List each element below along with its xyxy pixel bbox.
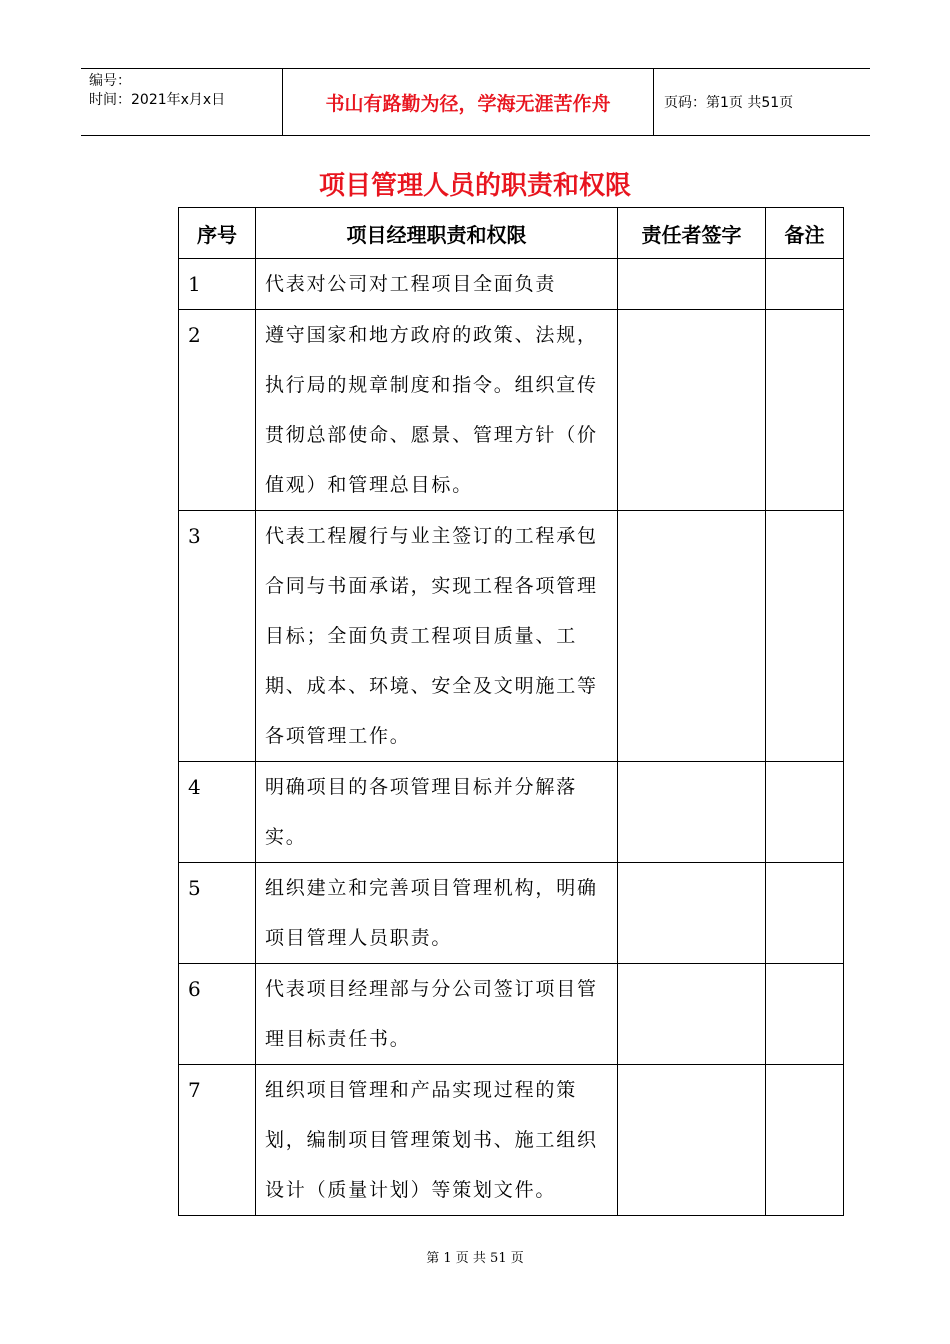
header-no: 序号 <box>179 208 256 259</box>
table-row <box>179 259 844 310</box>
table-row <box>179 511 844 762</box>
document-header <box>81 68 870 136</box>
signature-cell[interactable] <box>618 511 766 762</box>
row-number: 6 <box>179 964 256 1065</box>
signature-cell[interactable] <box>618 863 766 964</box>
table-row <box>179 1065 844 1216</box>
row-duty: 代表对公司对工程项目全面负责 <box>256 259 618 310</box>
row-duty: 遵守国家和地方政府的政策、法规，执行局的规章制度和指令。组织宣传贯彻总部使命、愿景、管理方针（价值观）和管理总目标。 <box>256 310 618 511</box>
table-row <box>179 762 844 863</box>
duties-table <box>178 207 844 1216</box>
row-number: 5 <box>179 863 256 964</box>
signature-cell[interactable] <box>618 310 766 511</box>
page-title: 项目管理人员的职责和权限 <box>318 171 631 201</box>
table-row <box>179 964 844 1065</box>
row-duty: 代表工程履行与业主签订的工程承包合同与书面承诺，实现工程各项管理目标；全面负责工程项目质量、工期、成本、环境、安全及文明施工等各项管理工作。 <box>256 511 618 762</box>
remarks-cell[interactable] <box>766 310 844 511</box>
signature-cell[interactable] <box>618 1065 766 1216</box>
signature-cell[interactable] <box>618 259 766 310</box>
remarks-cell[interactable] <box>766 762 844 863</box>
header-meta <box>81 69 282 135</box>
header-page-info: 页码：第1页 共51页 <box>664 95 794 111</box>
table-row <box>179 310 844 511</box>
number-label: 编号： <box>89 73 131 89</box>
remarks-cell[interactable] <box>766 259 844 310</box>
row-duty: 组织项目管理和产品实现过程的策划，编制项目管理策划书、施工组织设计（质量计划）等策划文件。 <box>256 1065 618 1216</box>
row-number: 4 <box>179 762 256 863</box>
remarks-cell[interactable] <box>766 964 844 1065</box>
header-duties: 项目经理职责和权限 <box>256 208 618 259</box>
page-footer: 第 1 页 共 51 页 <box>426 1251 524 1266</box>
row-duty: 明确项目的各项管理目标并分解落实。 <box>256 762 618 863</box>
row-duty: 组织建立和完善项目管理机构，明确项目管理人员职责。 <box>256 863 618 964</box>
remarks-cell[interactable] <box>766 1065 844 1216</box>
row-number: 7 <box>179 1065 256 1216</box>
table-row <box>179 863 844 964</box>
row-duty: 代表项目经理部与分公司签订项目管理目标责任书。 <box>256 964 618 1065</box>
row-number: 3 <box>179 511 256 762</box>
signature-cell[interactable] <box>618 762 766 863</box>
row-number: 2 <box>179 310 256 511</box>
header-signature: 责任者签字 <box>618 208 766 259</box>
time-label: 时间：2021年x月x日 <box>89 92 226 108</box>
row-number: 1 <box>179 259 256 310</box>
signature-cell[interactable] <box>618 964 766 1065</box>
remarks-cell[interactable] <box>766 511 844 762</box>
header-motto: 书山有路勤为径，学海无涯苦作舟 <box>282 69 654 135</box>
remarks-cell[interactable] <box>766 863 844 964</box>
table-header-row <box>179 208 844 259</box>
header-remarks: 备注 <box>766 208 844 259</box>
